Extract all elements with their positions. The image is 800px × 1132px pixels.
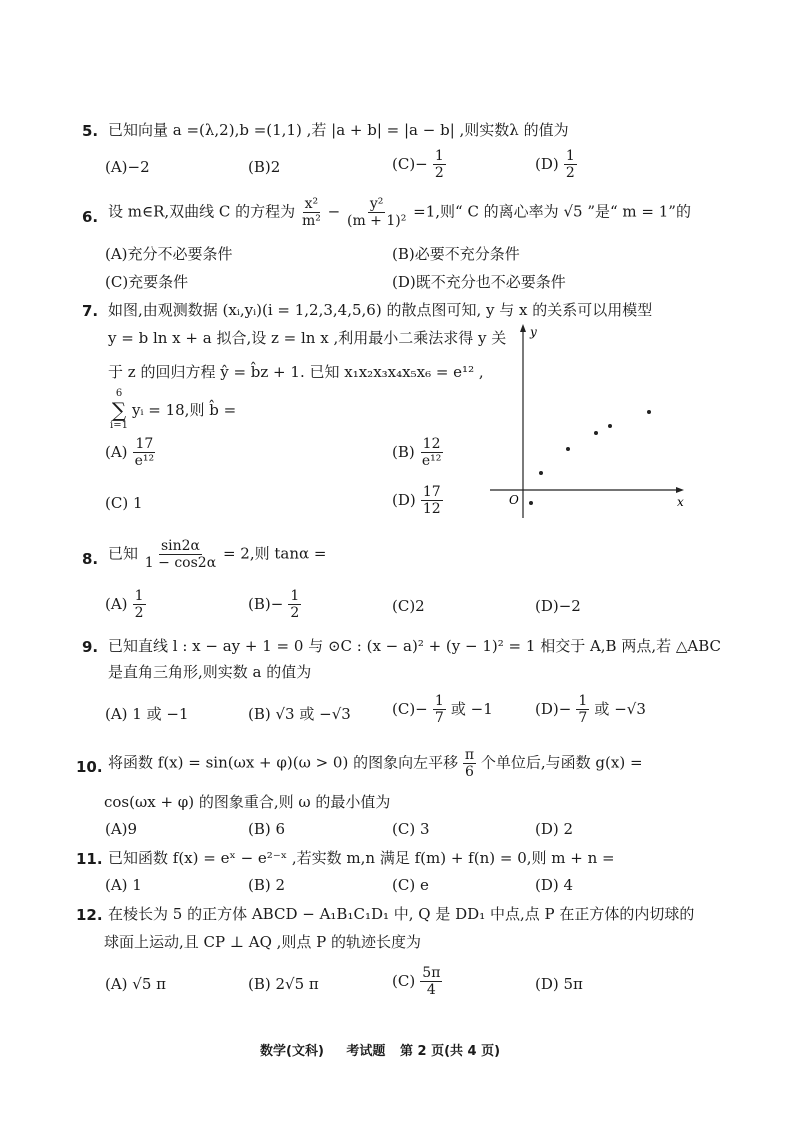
footer-subject: 数学(文科) <box>260 1044 324 1059</box>
question-8-stem: 已知 $\frac{\sin 2\alpha}{1 - \cos 2\alpha}$ = 2,则 tanα = <box>108 538 327 571</box>
question-12-line-1: 在棱长为 5 的正方体 ABCD − A₁B₁C₁D₁ 中, Q 是 DD₁ 中点,点 P 在正方体的内切球的 <box>108 905 695 923</box>
page-footer <box>260 1040 500 1059</box>
q12-option-b: (B) 2√5 π <box>248 975 319 993</box>
q8-option-c: (C)2 <box>392 597 425 615</box>
q9-option-c: (C)− $\frac{1}{7}$ 或 −1 <box>392 693 493 726</box>
question-10-number: 10. <box>76 758 103 776</box>
question-11-number: 11. <box>76 850 103 868</box>
q11-option-c: (C) e <box>392 876 429 894</box>
question-11-stem: 已知函数 f(x) = eˣ − e²⁻ˣ ,若实数 m,n 满足 f(m) + f(n) = 0,则 m + n = <box>108 849 615 867</box>
question-9-line-2: 是直角三角形,则实数 a 的值为 <box>108 663 312 681</box>
q7-option-d: (D) $\frac{17}{12}$ <box>392 484 441 517</box>
q10-option-a: (A)9 <box>105 820 138 838</box>
q5-option-c: (C)− $\frac{1}{2}$ <box>392 148 444 181</box>
q10-option-d: (D) 2 <box>535 820 574 838</box>
data-point <box>608 424 612 428</box>
question-7-line-3: 于 z 的回归方程 ŷ = b̂z + 1. 已知 x₁x₂x₃x₄x₅x₆ = e¹² , <box>108 363 484 381</box>
data-point <box>539 471 543 475</box>
question-6-number: 6. <box>82 208 99 226</box>
q9-option-b: (B) √3 或 −√3 <box>248 705 351 723</box>
q7-option-c: (C) 1 <box>105 494 143 512</box>
q8-option-a: (A) $\frac{1}{2}$ <box>105 588 144 621</box>
question-7-number: 7. <box>82 302 99 320</box>
q9-option-d: (D)− $\frac{1}{7}$ 或 −√3 <box>535 693 646 726</box>
q11-option-d: (D) 4 <box>535 876 574 894</box>
footer-exam: 考试题 <box>346 1044 386 1059</box>
q6-option-d: (D)既不充分也不必要条件 <box>392 273 566 291</box>
q8-option-b: (B)− $\frac{1}{2}$ <box>248 588 300 621</box>
question-5-number: 5. <box>82 122 99 140</box>
question-7-line-4: yᵢ = 18,则 b̂ = <box>132 401 237 419</box>
question-9-number: 9. <box>82 638 99 656</box>
q6-option-b: (B)必要不充分条件 <box>392 245 520 263</box>
question-10-line-2: cos(ωx + φ) 的图象重合,则 ω 的最小值为 <box>104 793 391 811</box>
q12-option-c: (C) $\frac{5\pi}{4}$ <box>392 965 441 998</box>
question-7-line-1: 如图,由观测数据 (xᵢ,yᵢ)(i = 1,2,3,4,5,6) 的散点图可知, y 与 x 的关系可以用模型 <box>108 301 653 319</box>
question-6-stem: 设 m∈R,双曲线 C 的方程为 $\frac{\text{x²}}{\text{m²}}$ − $\frac{\text{y²}}{\text{(m + 1)²}}$ =1,则“ C 的离心率为 √5 ”是“ m = 1”的 <box>108 196 691 229</box>
q5-option-b: (B)2 <box>248 158 281 176</box>
q10-option-b: (B) 6 <box>248 820 286 838</box>
question-8-number: 8. <box>82 550 99 568</box>
q9-option-a: (A) 1 或 −1 <box>105 705 189 723</box>
question-7-line-2: y = b ln x + a 拟合,设 z = ln x ,利用最小二乘法求得 y 关 <box>108 329 507 347</box>
y-axis-label: y <box>530 325 537 339</box>
q6-option-c: (C)充要条件 <box>105 273 189 291</box>
question-9-line-1: 已知直线 l : x − ay + 1 = 0 与 ⊙C : (x − a)² + (y − 1)² = 1 相交于 A,B 两点,若 △ABC <box>108 637 722 655</box>
q5-option-a: (A)−2 <box>105 158 150 176</box>
question-12-line-2: 球面上运动,且 CP ⊥ AQ ,则点 P 的轨迹长度为 <box>104 933 422 951</box>
scatter-plot-figure <box>485 320 690 520</box>
data-point <box>594 431 598 435</box>
q6-option-a: (A)充分不必要条件 <box>105 245 233 263</box>
x-axis-label: x <box>677 495 684 509</box>
q7-option-a: (A) $\frac{17}{\text{e¹²}}$ <box>105 436 155 469</box>
y-axis-arrow <box>520 324 526 332</box>
question-12-number: 12. <box>76 906 103 924</box>
data-point <box>647 410 651 414</box>
summation-symbol: 6 ∑ i=1 <box>110 388 128 431</box>
q5-option-d: (D) $\frac{1}{2}$ <box>535 148 575 181</box>
q7-option-b: (B) $\frac{12}{\text{e¹²}}$ <box>392 436 442 469</box>
data-point <box>566 447 570 451</box>
q11-option-b: (B) 2 <box>248 876 286 894</box>
x-axis-arrow <box>676 487 684 493</box>
q10-option-c: (C) 3 <box>392 820 430 838</box>
question-5-stem: 已知向量 a =(λ,2),b =(1,1) ,若 |a + b| = |a − b| ,则实数λ 的值为 <box>108 121 569 139</box>
q11-option-a: (A) 1 <box>105 876 142 894</box>
origin-label: O <box>509 493 519 507</box>
q12-option-a: (A) √5 π <box>105 975 167 993</box>
q8-option-d: (D)−2 <box>535 597 581 615</box>
q12-option-d: (D) 5π <box>535 975 583 993</box>
footer-page-number: 第 2 页(共 4 页) <box>399 1044 501 1059</box>
data-point <box>529 501 533 505</box>
question-10-line-1: 将函数 f(x) = sin(ωx + φ)(ω > 0) 的图象向左平移 $\frac{\pi}{6}$ 个单位后,与函数 g(x) = <box>108 747 643 780</box>
